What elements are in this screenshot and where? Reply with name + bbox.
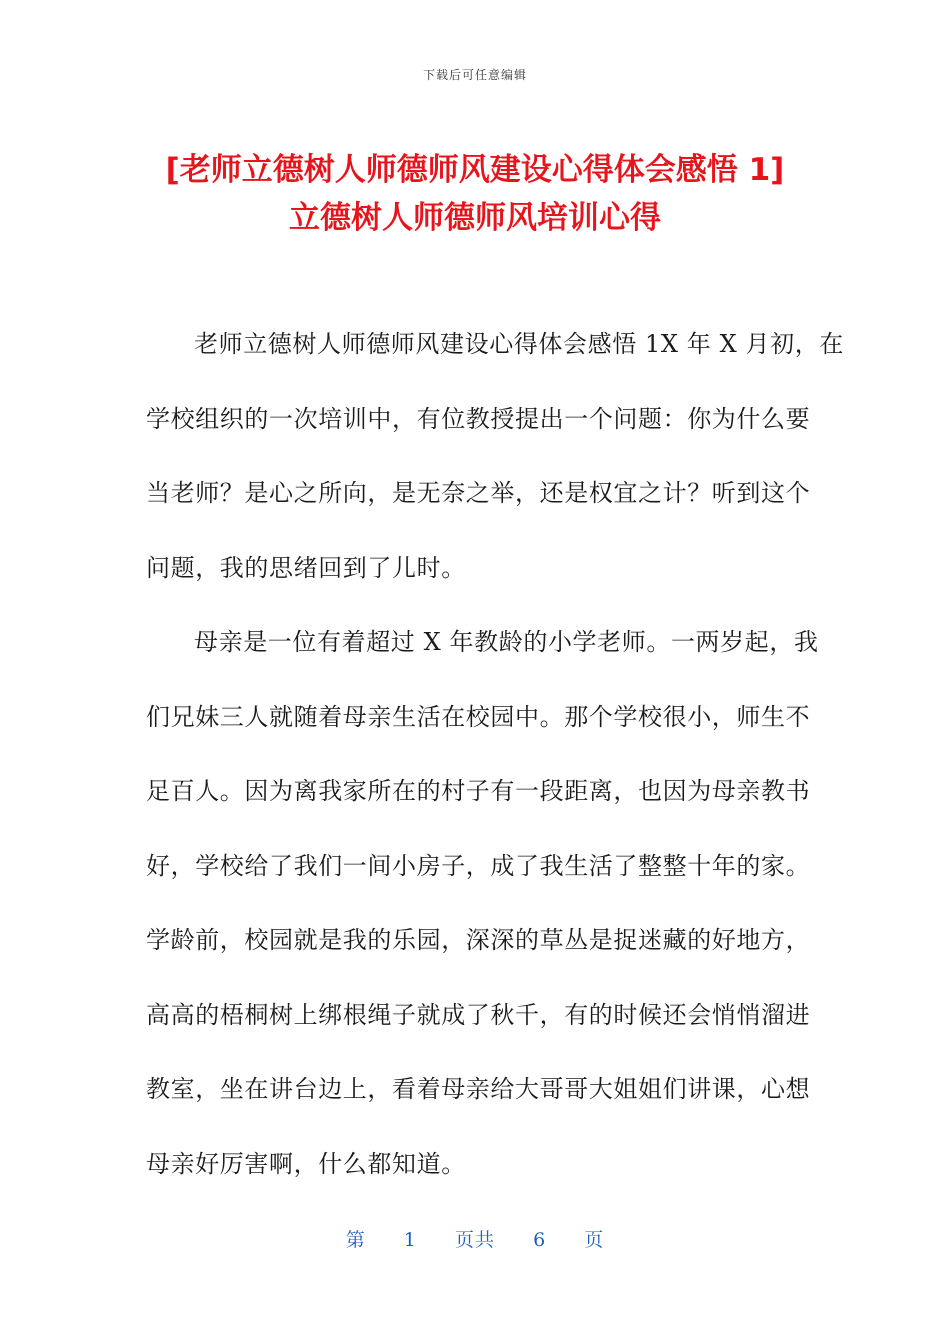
title-line-2: 立德树人师德师风培训心得	[289, 200, 661, 236]
paragraph-line: 问题，我的思绪回到了儿时。	[146, 553, 466, 582]
current-page-number: 1	[403, 1229, 417, 1251]
paragraph-line: 足百人。因为离我家所在的村子有一段距离，也因为母亲教书	[146, 777, 811, 805]
paragraph-line: 好，学校给了我们一间小房子，成了我生活了整整十年的家。	[146, 851, 811, 880]
footer-prefix: 第	[345, 1229, 366, 1251]
paragraph-line: 高高的梧桐树上绑根绳子就成了秋千，有的时候还会悄悄溜进	[146, 1000, 811, 1029]
paragraph-line: 学龄前，校园就是我的乐园，深深的草丛是捉迷藏的好地方，	[146, 926, 811, 954]
total-pages-number: 6	[533, 1229, 547, 1251]
paragraph-line: 母亲是一位有着超过 X 年教龄的小学老师。一两岁起，我	[194, 628, 819, 656]
paragraph-line: 老师立德树人师德师风建设心得体会感悟 1X 年 X 月初，在	[194, 330, 844, 358]
paragraph-line: 们兄妹三人就随着母亲生活在校园中。那个学校很小，师生不	[146, 702, 811, 731]
footer-suffix: 页	[584, 1229, 605, 1251]
footer-mid: 页共	[454, 1229, 495, 1251]
page-footer	[0, 1225, 950, 1252]
document-title	[100, 146, 850, 242]
title-line-1: [老师立德树人师德师风建设心得体会感悟 1]	[165, 152, 785, 188]
paragraph-line: 母亲好厉害啊，什么都知道。	[146, 1149, 466, 1178]
document-body	[146, 322, 844, 1216]
paragraph-line: 教室，坐在讲台边上，看着母亲给大哥哥大姐姐们讲课，心想	[146, 1075, 811, 1103]
header-note: 下载后可任意编辑	[422, 68, 527, 82]
paragraph-line: 当老师？是心之所向，是无奈之举，还是权宜之计？听到这个	[146, 479, 811, 507]
paragraph-line: 学校组织的一次培训中，有位教授提出一个问题：你为什么要	[146, 404, 811, 433]
